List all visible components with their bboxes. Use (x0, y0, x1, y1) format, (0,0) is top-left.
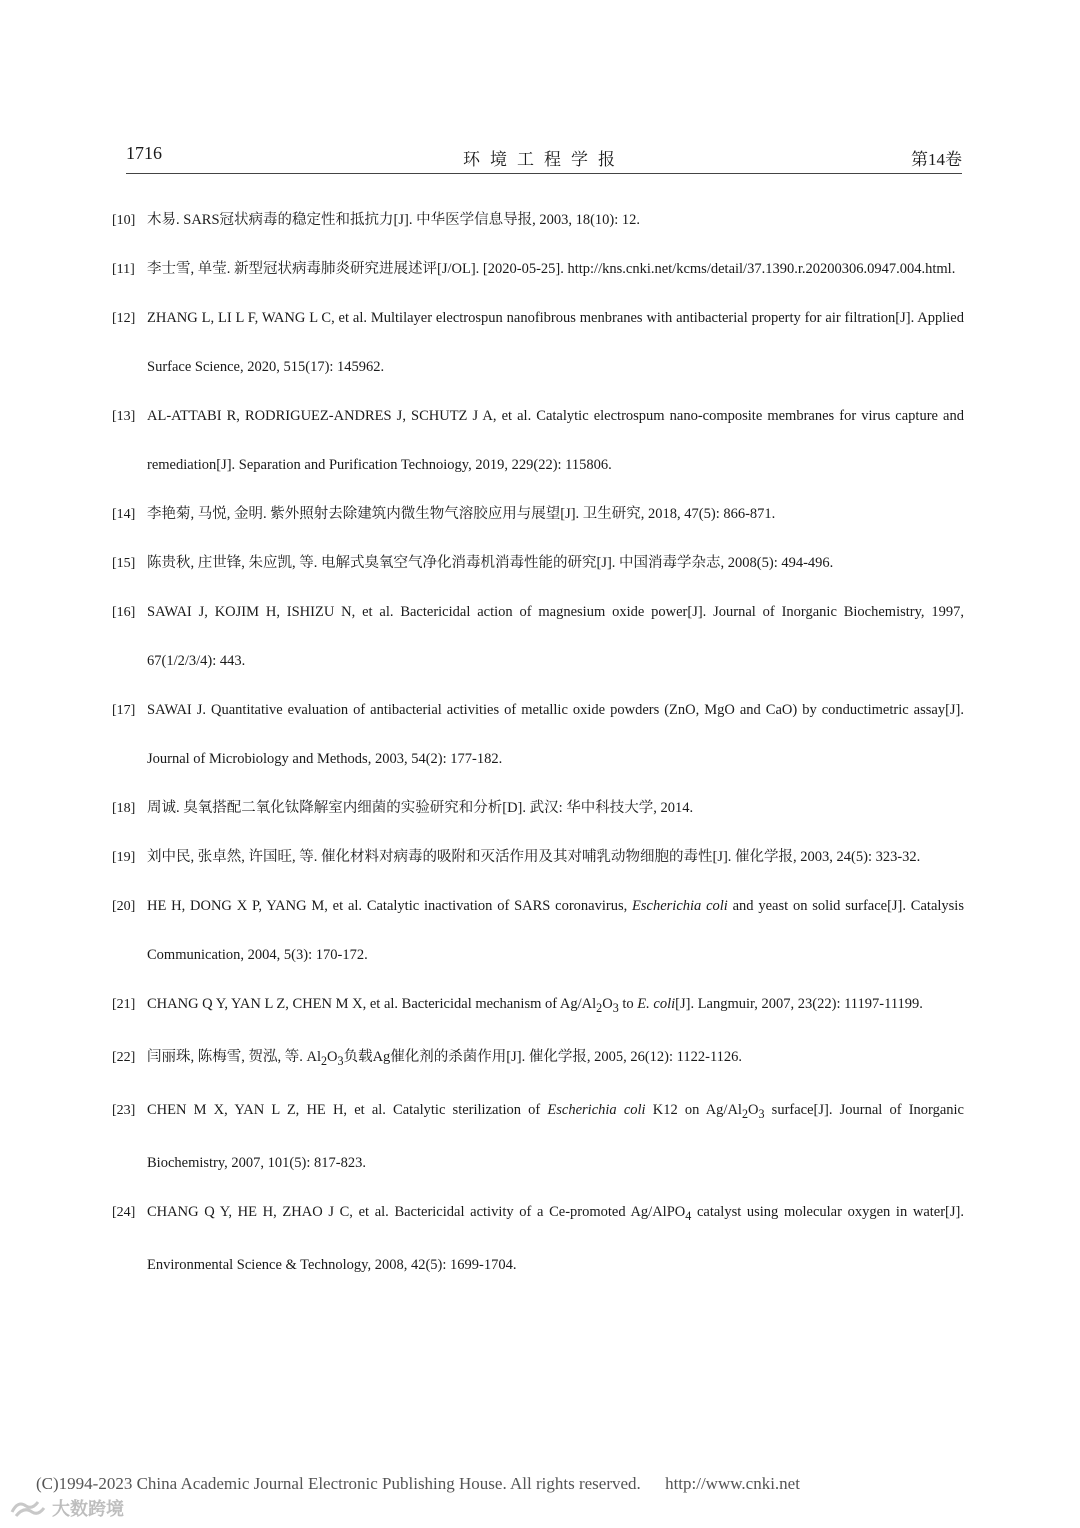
reference-item (112, 392, 964, 490)
reference-number: [19] (112, 850, 136, 865)
reference-text: ZHANG L, LI L F, WANG L C, et al. Multilayer electrospun nanofibrous menbranes with antibacterial property for air filtration[J]. Applied Surface Science, 2020, 515(17): 145962. (147, 310, 964, 375)
page-number: 1716 (126, 143, 162, 163)
reference-number: [23] (112, 1102, 136, 1118)
reference-number: [17] (112, 703, 136, 718)
reference-text: HE H, DONG X P, YANG M, et al. Catalytic inactivation of SARS coronavirus, Escherichia coli and yeast on solid surface[J]. Catalysis Communication, 2004, 5(3): 170-172. (147, 898, 964, 963)
reference-item (112, 588, 964, 686)
reference-item (112, 686, 964, 784)
reference-item (112, 196, 964, 245)
copyright-text: (C)1994-2023 China Academic Journal Electronic Publishing House. All rights reserved. (36, 1474, 641, 1493)
reference-number: [13] (112, 409, 136, 424)
watermark (8, 1494, 124, 1522)
brand-logo-icon (8, 1496, 48, 1520)
reference-text: SAWAI J, KOJIM H, ISHIZU N, et al. Bactericidal action of magnesium oxide power[J]. Journal of Inorganic Biochemistry, 1997, 67(1/2/3/4): 443. (147, 604, 964, 669)
reference-text: 木易. SARS冠状病毒的稳定性和抵抗力[J]. 中华医学信息导报, 2003, 18(10): 12. (147, 212, 641, 228)
reference-item (112, 833, 964, 882)
reference-number: [15] (112, 556, 136, 571)
reference-text: SAWAI J. Quantitative evaluation of antibacterial activities of metallic oxide powders (ZnO, MgO and CaO) by conductimetric assay[J]. Journal of Microbiology and Methods, 2003, 54(2): 177-182. (147, 702, 964, 767)
reference-number: [20] (112, 899, 136, 914)
watermark-text: 大数跨境 (52, 1499, 124, 1520)
page-header (126, 143, 962, 174)
copyright-footer (36, 1474, 936, 1494)
reference-item (112, 490, 964, 539)
reference-item (112, 1086, 964, 1188)
reference-item (112, 1033, 964, 1086)
species-name: Escherichia coli (632, 898, 728, 914)
reference-number: [18] (112, 801, 136, 816)
reference-text: 陈贵秋, 庄世锋, 朱应凯, 等. 电解式臭氧空气净化消毒机消毒性能的研究[J]. 中国消毒学杂志, 2008(5): 494-496. (147, 555, 834, 571)
volume-label: 第14卷 (911, 150, 962, 169)
reference-item (112, 245, 964, 294)
reference-item (112, 980, 964, 1033)
reference-text: 李艳菊, 马悦, 金明. 紫外照射去除建筑内微生物气溶胶应用与展望[J]. 卫生研究, 2018, 47(5): 866-871. (147, 506, 776, 522)
reference-item (112, 294, 964, 392)
reference-item (112, 882, 964, 980)
species-name: Escherichia coli (547, 1101, 646, 1118)
reference-number: [10] (112, 213, 136, 228)
reference-text: AL-ATTABI R, RODRIGUEZ-ANDRES J, SCHUTZ J A, et al. Catalytic electrospum nano-composite membranes for virus capture and remediation[J]. Separation and Purification Technoiogy, 2019, 229(22): 115806. (147, 408, 964, 473)
reference-text: 刘中民, 张卓然, 许国旺, 等. 催化材料对病毒的吸附和灭活作用及其对哺乳动物细胞的毒性[J]. 催化学报, 2003, 24(5): 323-32. (147, 849, 921, 865)
reference-text: 李士雪, 单莹. 新型冠状病毒肺炎研究进展述评[J/OL]. [2020-05-25]. http://kns.cnki.net/kcms/detail/37.1390.r.20200306.0947.004.html. (147, 261, 956, 277)
reference-list (112, 196, 964, 1290)
reference-item (112, 539, 964, 588)
reference-number: [14] (112, 507, 136, 522)
reference-text: CHANG Q Y, YAN L Z, CHEN M X, et al. Bactericidal mechanism of $Ag/Al_2O_3$ to E. coli[J]. Langmuir, 2007, 23(22): 11197-11199. (147, 996, 923, 1015)
reference-text: 周诚. 臭氧搭配二氧化钛降解室内细菌的实验研究和分析[D]. 武汉: 华中科技大学, 2014. (147, 800, 694, 816)
reference-number: [24] (112, 1204, 136, 1220)
reference-number: [22] (112, 1049, 136, 1065)
reference-text: CHEN M X, YAN L Z, HE H, et al. Catalytic sterilization of Escherichia coli K12 on $Ag/Al_2O_3$ surface[J]. Journal of Inorganic Biochemistry, 2007, 101(5): 817-823. (147, 1101, 964, 1171)
journal-title: 环境工程学报 (463, 150, 625, 169)
footer-url: http://www.cnki.net (665, 1474, 800, 1493)
species-name: E. coli (637, 996, 676, 1012)
reference-item (112, 1188, 964, 1290)
reference-item (112, 784, 964, 833)
reference-text: CHANG Q Y, HE H, ZHAO J C, et al. Bactericidal activity of a Ce-promoted Ag/AlPO$_4$ catalyst using molecular oxygen in water[J]. Environmental Science & Technology, 2008, 42(5): 1699-1704. (147, 1203, 964, 1273)
reference-text: 闫丽珠, 陈梅雪, 贺泓, 等. $Al_2O_3$负载Ag催化剂的杀菌作用[J]. 催化学报, 2005, 26(12): 1122-1126. (147, 1048, 743, 1068)
reference-number: [11] (112, 262, 135, 277)
reference-number: [12] (112, 311, 136, 326)
reference-number: [16] (112, 605, 136, 620)
reference-number: [21] (112, 997, 136, 1012)
